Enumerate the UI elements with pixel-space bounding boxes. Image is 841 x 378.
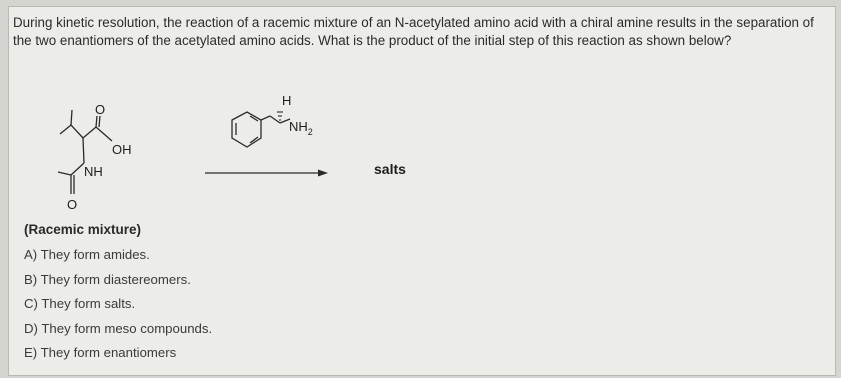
option-b[interactable]: B) They form diastereomers. (24, 271, 191, 287)
acid-bond-3 (71, 125, 83, 138)
acid-bond-2 (71, 110, 72, 125)
alpha-n-bond (83, 138, 84, 163)
carbonyl-bond-a (96, 116, 97, 127)
ring-double-2 (250, 116, 258, 121)
acid-oh-bond (96, 127, 112, 141)
carbonyl-bond-b (99, 116, 100, 127)
racemic-label: (Racemic mixture) (24, 222, 142, 237)
option-e[interactable]: E) They form enantiomers (24, 345, 177, 360)
product-label: salts (374, 161, 406, 177)
amine-bond-2 (270, 116, 280, 123)
arrow-head (318, 170, 328, 177)
acid-bond-1 (60, 125, 71, 134)
hashed-wedge (277, 112, 283, 120)
option-d[interactable]: D) They form meso compounds. (24, 320, 213, 336)
acetyl-o-label: O (67, 197, 78, 212)
option-a[interactable]: A) They form amides. (24, 247, 150, 262)
carbonyl-o-label: O (95, 102, 106, 117)
nh-label: NH (84, 164, 103, 179)
question-text: During kinetic resolution, the reaction of a racemic mixture of an N-acetylated amino acid with a chiral amine results in the separation of the two enantiomers of the acetylated amino acids. What is the product of the initial step of this reaction as shown below? (13, 15, 814, 48)
acid-bond-4 (83, 127, 96, 138)
methyl-bond (58, 172, 71, 175)
h-label: H (282, 93, 292, 108)
amide-bond (71, 163, 84, 175)
nh2-label: $NH_2$ (289, 119, 313, 137)
answer-options (24, 246, 212, 369)
option-c[interactable]: C) They form salts. (24, 296, 136, 311)
amine-bond-1 (261, 116, 270, 120)
oh-label: OH (112, 142, 132, 157)
